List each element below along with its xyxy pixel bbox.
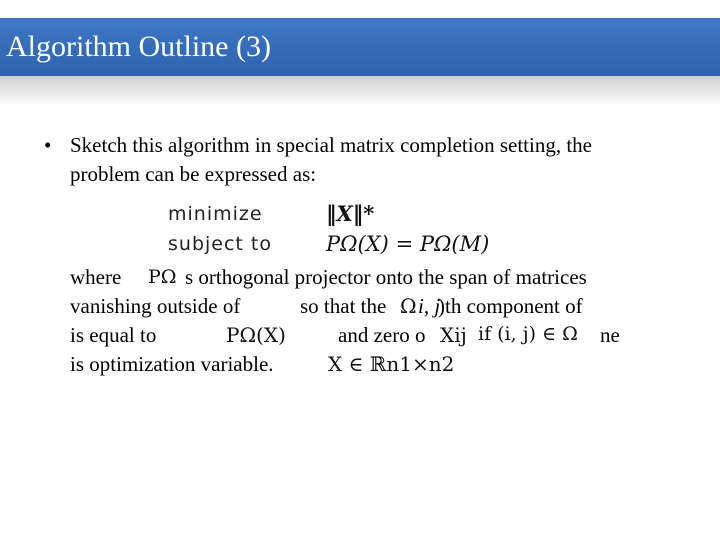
formula-lhs: PΩ(X) <box>326 232 389 256</box>
line3-where: where <box>70 265 122 289</box>
bullet-marker: • <box>44 133 52 157</box>
inline-x-ij: Xij <box>440 323 467 347</box>
formula-minimize: minimize <box>168 203 263 225</box>
bullet-line-2: problem can be expressed as: <box>70 162 317 186</box>
formula-constraint <box>326 232 489 256</box>
formula-objective <box>326 201 374 226</box>
inline-p-omega: PΩ <box>148 266 177 288</box>
formula-eq: = <box>395 232 414 256</box>
inline-ij: i, j <box>418 294 441 318</box>
line5-b: and zero o <box>338 323 426 347</box>
inline-if-condition: if (i, j) ∈ Ω <box>478 323 578 345</box>
line4-b: so that the <box>300 294 387 318</box>
inline-omega: Ω <box>400 294 417 318</box>
line6: is optimization variable. <box>70 352 274 376</box>
line5-c: ne <box>600 323 620 347</box>
line4-c: )th component of <box>438 294 583 318</box>
line4-a: vanishing outside of <box>70 294 241 318</box>
slide-title: Algorithm Outline (3) <box>6 30 271 63</box>
inline-x-in-r: X ∈ ℝn1×n2 <box>328 352 455 376</box>
line5-a: is equal to <box>70 323 157 347</box>
title-shadow <box>0 76 720 106</box>
line3-rest: s orthogonal projector onto the span of matrices <box>185 265 587 289</box>
formula-rhs: PΩ(M) <box>419 232 490 256</box>
formula-subject-to: subject to <box>168 233 272 255</box>
inline-p-omega-x: PΩ(X) <box>226 323 286 347</box>
bullet-line-1: Sketch this algorithm in special matrix completion setting, the <box>70 133 592 157</box>
formula-norm: ‖X‖* <box>326 201 375 226</box>
